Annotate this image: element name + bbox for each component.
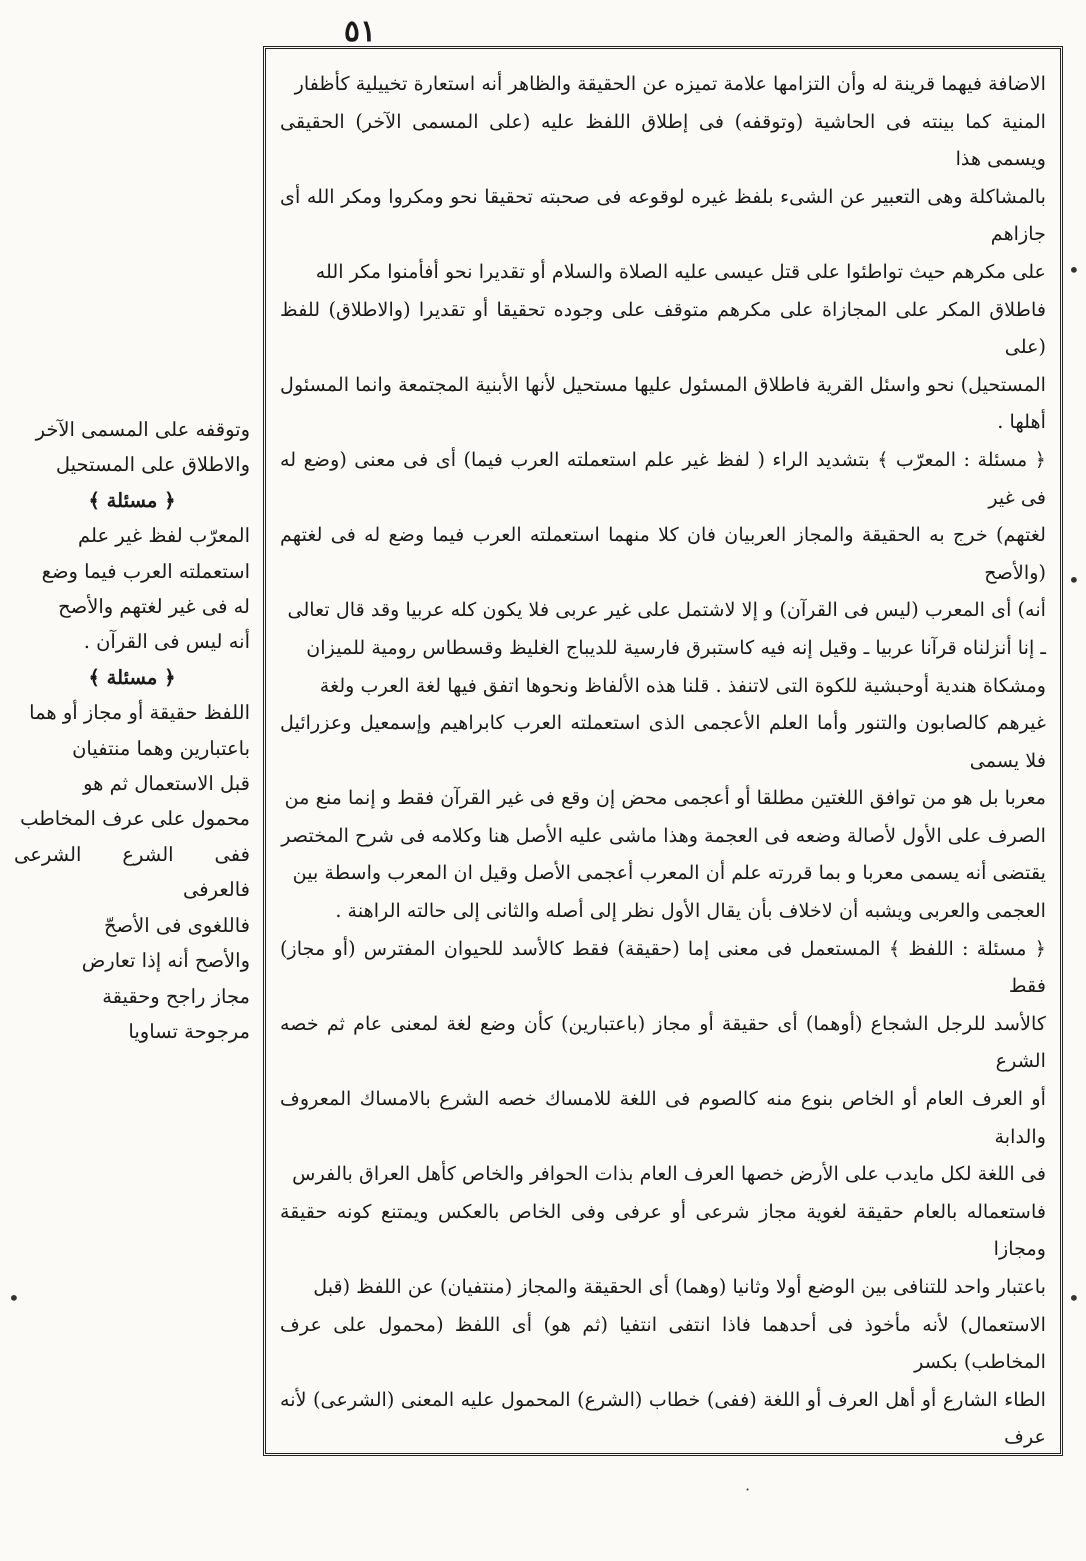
main-text-line: يقتضى أنه يسمى معربا و بما قررته علم أن المعرب أعجمى الأصل وقيل ان المعرب واسطة بين: [292, 861, 1046, 885]
margin-note-line: والأصح أنه إذا تعارض: [81, 949, 250, 973]
margin-note-line: مجاز راجح وحقيقة: [102, 984, 250, 1008]
margin-mark-left: •: [8, 1286, 20, 1310]
margin-note-line: وتوقفه على المسمى الآخر: [35, 418, 250, 441]
margin-note-line: والاطلاق على المستحيل: [55, 453, 250, 477]
main-text-line: ومشكاة هندية أوحبشية للكوة التى لاتنفذ . قلنا هذه الألفاظ ونحوها اتفق فيها لغة العرب ولغة: [319, 673, 1046, 697]
margin-note-line: اللفظ حقيقة أو مجاز أو هما: [29, 701, 250, 725]
margin-note-line: ففى الشرع الشرعى فالعرفى: [14, 842, 250, 902]
main-text-line: ﴿ مسئلة : المعرّب ﴾ بتشديد الراء ( لفظ غير علم استعملته العرب فيما) أى فى معنى (وضع له فى غير: [280, 447, 1046, 509]
main-text-line: غيرهم كالصابون والتنور وأما العلم الأعجمى الذى استعملته العرب كابراهيم وإسمعيل وعزرائيل فلا يسمى: [280, 711, 1046, 772]
margin-heading: ﴿ مسئلة ﴾: [88, 665, 176, 689]
main-text-line: بالمشاكلة وهى التعبير عن الشىء بلفظ غيره لوقوعه فى صحبته تحقيقا نحو ومكروا ومكر الله أى جازاهم: [280, 184, 1046, 246]
main-text-line: باعتبار واحد للتنافى بين الوضع أولا وثانيا (وهما) أى الحقيقة والمجاز (منتفيان) عن اللفظ (قبل: [313, 1275, 1046, 1298]
main-text-line: فى اللغة لكل مايدب على الأرض خصها العرف العام بذات الحوافر والخاص كأهل العراق بالفرس: [292, 1162, 1046, 1186]
main-text-line: المنية كما بينته فى الحاشية (وتوقفه) فى إطلاق اللفظ عليه (على المسمى الآخر) الحقيقى ويسمى هذا: [280, 109, 1046, 171]
main-text-line: الاستعمال) لأنه مأخوذ فى أحدهما فاذا انتفى انتفيا (ثم هو) أى اللفظ (محمول على عرف المخاطب) بكسر: [280, 1312, 1046, 1374]
page-number: ٥١: [343, 14, 377, 49]
margin-note-line: مرجوحة تساويا: [128, 1019, 250, 1043]
main-text-line: أو العرف العام أو الخاص بنوع منه كالصوم فى اللغة للامساك خصه الشرع بالامساك المعروف والدابة: [280, 1087, 1046, 1148]
margin-note-line: استعملته العرب فيما وضع: [41, 559, 250, 583]
main-text-line: العجمى والعربى ويشبه أن لاخلاف بأن يقال الأول نظر إلى أصله والثانى إلى حالته الراهنة .: [335, 899, 1046, 923]
main-text-line: أنه) أى المعرب (ليس فى القرآن) و إلا لاشتمل على غير عربى فلا يكون كله عربيا وقد قال تعالى: [287, 598, 1046, 622]
main-text-line: معربا بل هو من توافق اللغتين مطلقا أو أعجمى محض إن وقع فى غير القرآن فقط و إنما منع من: [284, 786, 1046, 810]
stray-mark: ·: [745, 1480, 751, 1499]
margin-note-line: له فى غير لغتهم والأصح: [58, 595, 250, 619]
margin-mark-middle: •: [1068, 568, 1080, 592]
main-text-line: الصرف على الأول لأصالة وضعه فى العجمة وهذا ماشى عليه الأصل هنا وكلامه فى شرح المختصر: [281, 823, 1046, 847]
margin-mark-upper: •: [1068, 258, 1080, 282]
margin-note-line: فاللغوى فى الأصحّ: [103, 913, 250, 937]
margin-note-line: محمول على عرف المخاطب: [20, 807, 250, 831]
main-text-line: كالأسد للرجل الشجاع (أوهما) أى حقيقة أو مجاز (باعتبارين) كأن وضع لغة لمعنى عام ثم خصه الشرع: [280, 1011, 1046, 1073]
main-text-frame: [263, 46, 1063, 1456]
main-text-line: المستحيل) نحو واسئل القرية فاطلاق المسئول عليها مستحيل لأنها الأبنية المجتمعة وانما المسئول أهلها .: [280, 372, 1046, 434]
main-text-line: لغتهم) خرج به الحقيقة والمجاز العربيان فان كلا منهما استعملته العرب فيما وضع له فى لغتهم (والأصح: [280, 523, 1046, 584]
main-text-line: ـ إنا أنزلناه قرآنا عربيا ـ وقيل إنه فيه كاستبرق فارسية للديباج الغليظ وقسطاس رومية للميزان: [306, 635, 1046, 659]
margin-note-line: المعرّب لفظ غير علم: [78, 524, 250, 548]
main-text-line: فاطلاق المكر على المجازاة على مكرهم متوقف على وجوده تحقيقا أو تقديرا (والاطلاق) للفظ (على: [280, 297, 1046, 359]
margin-mark-lower: •: [1068, 1286, 1080, 1310]
main-text-line: على مكرهم حيث تواطئوا على قتل عيسى عليه الصلاة والسلام أو تقديرا نحو أفأمنوا مكر الله: [315, 259, 1046, 283]
margin-heading: ﴿ مسئلة ﴾: [88, 488, 176, 512]
main-text-line: فاستعماله بالعام حقيقة لغوية مجاز شرعى أو عرفى وفى الخاص بالعكس ويمتنع كونه حقيقة ومجازا: [280, 1199, 1046, 1261]
main-text-line: الاضافة فيهما قرينة له وأن التزامها علامة تميزه عن الحقيقة والظاهر أنه استعارة تخييلية كأظفار: [294, 72, 1046, 95]
main-text-line: ﴿ مسئلة : اللفظ ﴾ المستعمل فى معنى إما (حقيقة) فقط كالأسد للحيوان المفترس (أو مجاز) فقط: [280, 936, 1046, 998]
margin-note-line: قبل الاستعمال ثم هو: [83, 772, 250, 796]
margin-note-line: أنه ليس فى القرآن .: [83, 630, 250, 654]
margin-note-line: باعتبارين وهما منتفيان: [72, 736, 250, 760]
main-text-line: الطاء الشارع أو أهل العرف أو اللغة (ففى) خطاب (الشرع) المحمول عليه المعنى (الشرعى) لأنه عرف: [280, 1387, 1046, 1449]
margin-notes: [14, 412, 250, 1049]
